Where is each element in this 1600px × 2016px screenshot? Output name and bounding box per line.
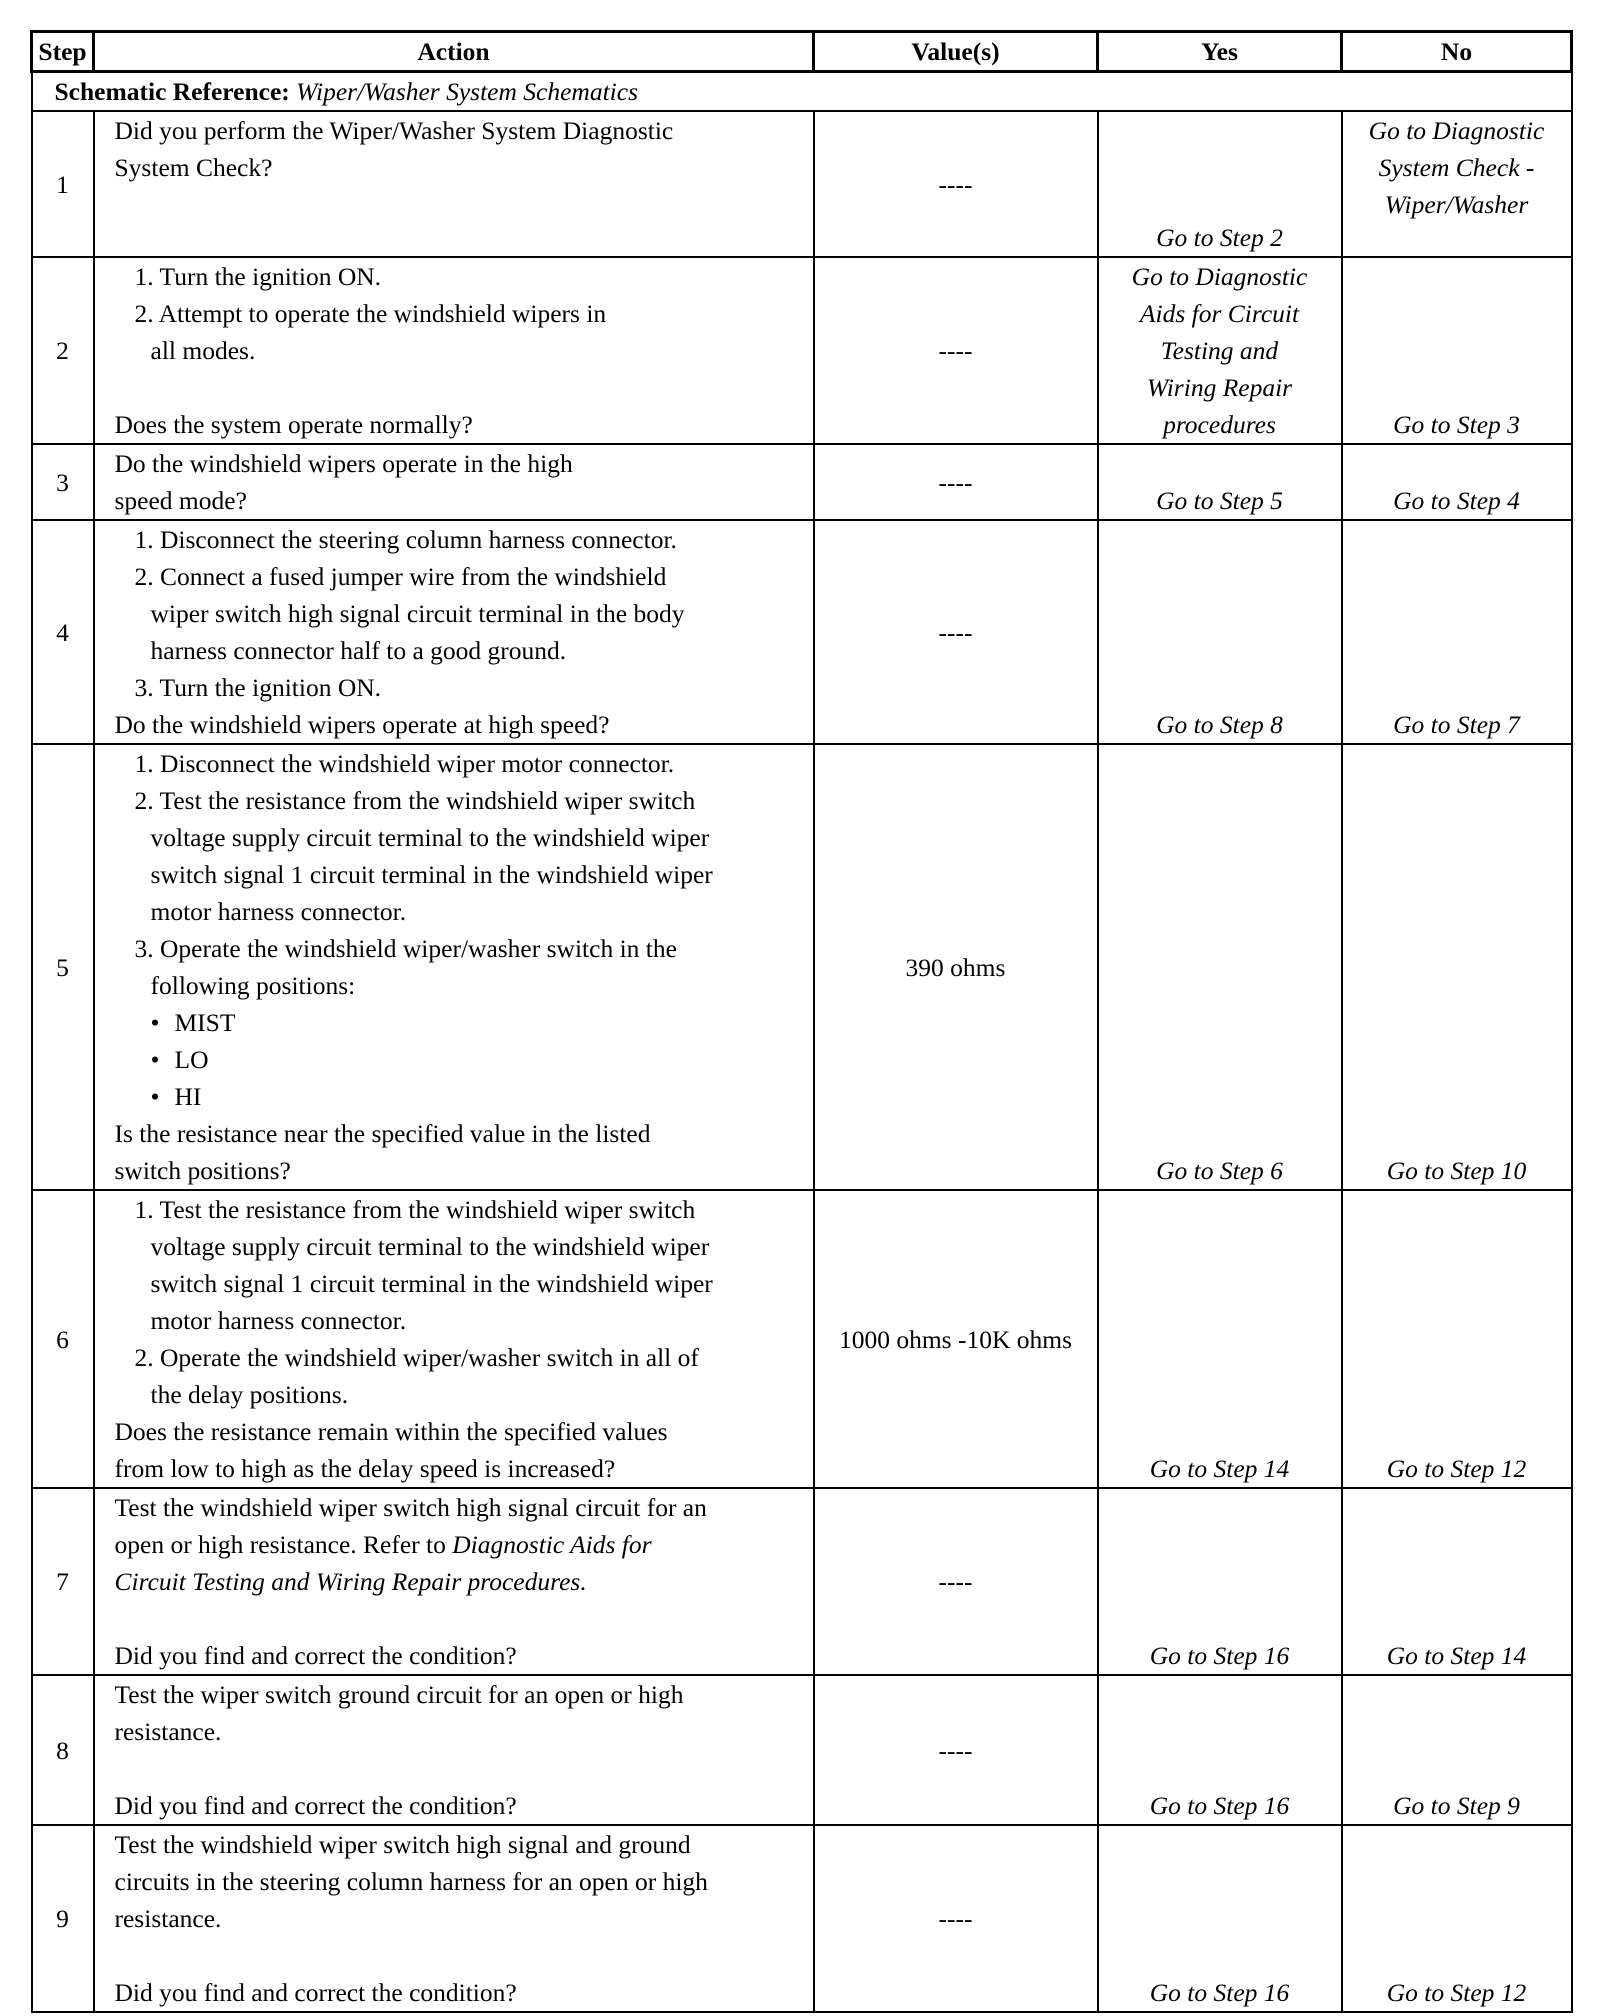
action-cell bbox=[94, 1190, 814, 1488]
action-cell bbox=[94, 520, 814, 744]
action-cell bbox=[94, 444, 814, 520]
table-row bbox=[32, 1488, 1572, 1675]
header-row bbox=[32, 32, 1572, 72]
action-line: Did you find and correct the condition? bbox=[114, 1641, 517, 1670]
value-cell: ---- bbox=[814, 111, 1098, 257]
yes-line: Aids for Circuit bbox=[1139, 299, 1300, 328]
value-cell: 1000 ohms -10K ohms bbox=[814, 1190, 1098, 1488]
value-cell: ---- bbox=[814, 1488, 1098, 1675]
schematic-reference: Wiper/Washer System Schematics bbox=[296, 77, 639, 106]
schematic-label: Schematic Reference: bbox=[54, 77, 290, 106]
action-line: Do the windshield wipers operate in the high bbox=[114, 449, 573, 478]
schematic-row bbox=[32, 72, 1572, 112]
header-yes: Yes bbox=[1098, 32, 1342, 72]
table-row bbox=[32, 520, 1572, 744]
value-cell: 390 ohms bbox=[814, 744, 1098, 1190]
no-line: System Check - bbox=[1378, 153, 1535, 182]
action-line: all modes. bbox=[150, 336, 256, 365]
action-line: circuits in the steering column harness for an open or high bbox=[114, 1867, 708, 1896]
action-line: switch signal 1 circuit terminal in the windshield wiper bbox=[150, 1269, 713, 1298]
table-row bbox=[32, 257, 1572, 444]
action-line: Does the system operate normally? bbox=[114, 410, 473, 439]
no-line: Go to Diagnostic bbox=[1368, 116, 1545, 145]
action-line: Test the wiper switch ground circuit for an open or high bbox=[114, 1680, 684, 1709]
bullet-text: HI bbox=[174, 1082, 202, 1111]
no-cell: Go to Step 10 bbox=[1342, 744, 1572, 1190]
action-line: voltage supply circuit terminal to the windshield wiper bbox=[150, 1232, 710, 1261]
value-cell: ---- bbox=[814, 1675, 1098, 1825]
bullet-text: MIST bbox=[174, 1008, 236, 1037]
action-line: Did you find and correct the condition? bbox=[114, 1791, 517, 1820]
action-line: 1. Turn the ignition ON. bbox=[134, 262, 382, 291]
action-line: 1. Test the resistance from the windshield wiper switch bbox=[134, 1195, 696, 1224]
action-line: motor harness connector. bbox=[150, 1306, 407, 1335]
no-cell: Go to Step 7 bbox=[1342, 520, 1572, 744]
action-line: Test the windshield wiper switch high signal circuit for an bbox=[114, 1493, 707, 1522]
yes-cell: Go to Step 16 bbox=[1098, 1488, 1342, 1675]
step-number: 1 bbox=[32, 111, 94, 257]
action-line: Is the resistance near the specified value in the listed bbox=[114, 1119, 651, 1148]
action-line: wiper switch high signal circuit terminal in the body bbox=[150, 599, 685, 628]
action-line: from low to high as the delay speed is increased? bbox=[114, 1454, 616, 1483]
yes-cell bbox=[1098, 257, 1342, 444]
action-line: System Check? bbox=[114, 153, 273, 182]
bullet-item bbox=[115, 1078, 807, 1115]
bullet-item bbox=[115, 1004, 807, 1041]
diagnostic-table bbox=[30, 30, 1573, 2013]
header-values: Value(s) bbox=[814, 32, 1098, 72]
action-line: Circuit Testing and Wiring Repair procedures. bbox=[114, 1567, 587, 1596]
step-number: 7 bbox=[32, 1488, 94, 1675]
action-line: resistance. bbox=[114, 1717, 222, 1746]
table-row bbox=[32, 1825, 1572, 2012]
bullet-icon: • bbox=[150, 1008, 160, 1037]
value-cell: ---- bbox=[814, 520, 1098, 744]
value-cell: ---- bbox=[814, 1825, 1098, 2012]
step-number: 5 bbox=[32, 744, 94, 1190]
bullet-icon: • bbox=[150, 1082, 160, 1111]
no-cell: Go to Step 4 bbox=[1342, 444, 1572, 520]
action-line: the delay positions. bbox=[150, 1380, 349, 1409]
table-row bbox=[32, 444, 1572, 520]
action-line: 2. Operate the windshield wiper/washer switch in all of bbox=[134, 1343, 699, 1372]
yes-line: Wiring Repair bbox=[1146, 373, 1293, 402]
table-row bbox=[32, 744, 1572, 1190]
no-cell: Go to Step 9 bbox=[1342, 1675, 1572, 1825]
no-cell: Go to Step 14 bbox=[1342, 1488, 1572, 1675]
no-cell bbox=[1342, 111, 1572, 257]
action-line: 3. Operate the windshield wiper/washer switch in the bbox=[134, 934, 677, 963]
yes-cell: Go to Step 6 bbox=[1098, 744, 1342, 1190]
step-number: 2 bbox=[32, 257, 94, 444]
yes-cell: Go to Step 2 bbox=[1098, 111, 1342, 257]
yes-cell: Go to Step 8 bbox=[1098, 520, 1342, 744]
header-no: No bbox=[1342, 32, 1572, 72]
no-cell: Go to Step 12 bbox=[1342, 1825, 1572, 2012]
action-cell bbox=[94, 1675, 814, 1825]
action-line: speed mode? bbox=[114, 486, 247, 515]
no-cell: Go to Step 3 bbox=[1342, 257, 1572, 444]
reference-link: Diagnostic Aids for bbox=[452, 1530, 652, 1559]
table-row bbox=[32, 1190, 1572, 1488]
header-step: Step bbox=[32, 32, 94, 72]
action-line: 1. Disconnect the steering column harness connector. bbox=[134, 525, 677, 554]
action-line: Did you find and correct the condition? bbox=[114, 1978, 517, 2007]
action-line: open or high resistance. Refer to Diagnostic Aids for bbox=[114, 1530, 652, 1559]
action-line: resistance. bbox=[114, 1904, 222, 1933]
step-number: 3 bbox=[32, 444, 94, 520]
action-line: following positions: bbox=[150, 971, 356, 1000]
action-line: 1. Disconnect the windshield wiper motor connector. bbox=[134, 749, 675, 778]
value-cell: ---- bbox=[814, 257, 1098, 444]
action-line: 3. Turn the ignition ON. bbox=[134, 673, 382, 702]
step-number: 4 bbox=[32, 520, 94, 744]
action-line: 2. Connect a fused jumper wire from the windshield bbox=[134, 562, 667, 591]
action-line: harness connector half to a good ground. bbox=[150, 636, 567, 665]
action-line: switch positions? bbox=[114, 1156, 291, 1185]
action-line: voltage supply circuit terminal to the windshield wiper bbox=[150, 823, 710, 852]
header-action: Action bbox=[94, 32, 814, 72]
action-cell bbox=[94, 744, 814, 1190]
value-cell: ---- bbox=[814, 444, 1098, 520]
action-line: switch signal 1 circuit terminal in the windshield wiper bbox=[150, 860, 713, 889]
yes-line: procedures bbox=[1163, 410, 1276, 439]
action-line: 2. Attempt to operate the windshield wipers in bbox=[134, 299, 607, 328]
action-line: Does the resistance remain within the specified values bbox=[114, 1417, 668, 1446]
yes-cell: Go to Step 14 bbox=[1098, 1190, 1342, 1488]
bullet-icon: • bbox=[150, 1045, 160, 1074]
step-number: 8 bbox=[32, 1675, 94, 1825]
yes-cell: Go to Step 16 bbox=[1098, 1675, 1342, 1825]
action-cell bbox=[94, 1488, 814, 1675]
no-cell: Go to Step 12 bbox=[1342, 1190, 1572, 1488]
bullet-text: LO bbox=[174, 1045, 209, 1074]
table-row bbox=[32, 1675, 1572, 1825]
table-row bbox=[32, 111, 1572, 257]
action-line: 2. Test the resistance from the windshield wiper switch bbox=[134, 786, 696, 815]
yes-cell: Go to Step 16 bbox=[1098, 1825, 1342, 2012]
yes-cell: Go to Step 5 bbox=[1098, 444, 1342, 520]
action-cell bbox=[94, 257, 814, 444]
action-line: Did you perform the Wiper/Washer System Diagnostic bbox=[114, 116, 674, 145]
action-cell bbox=[94, 111, 814, 257]
action-cell bbox=[94, 1825, 814, 2012]
action-line: Do the windshield wipers operate at high speed? bbox=[114, 710, 610, 739]
yes-line: Go to Diagnostic bbox=[1131, 262, 1308, 291]
action-line: Test the windshield wiper switch high signal and ground bbox=[114, 1830, 691, 1859]
action-line: motor harness connector. bbox=[150, 897, 407, 926]
yes-line: Testing and bbox=[1160, 336, 1279, 365]
step-number: 6 bbox=[32, 1190, 94, 1488]
no-line: Wiper/Washer bbox=[1384, 190, 1529, 219]
bullet-item bbox=[115, 1041, 807, 1078]
step-number: 9 bbox=[32, 1825, 94, 2012]
